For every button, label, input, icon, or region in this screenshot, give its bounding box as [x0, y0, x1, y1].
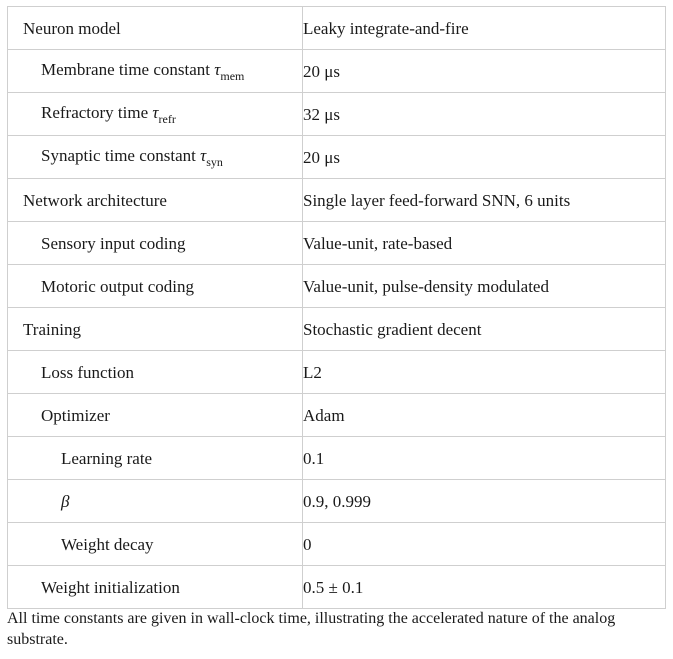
param-name: Loss function: [8, 351, 303, 394]
param-name: Weight initialization: [8, 566, 303, 609]
param-value: Leaky integrate-and-fire: [303, 7, 666, 50]
table-row: [8, 480, 666, 523]
param-name: Membrane time constant $\tau_{mem}$: [8, 50, 303, 93]
param-name: Synaptic time constant $\tau_{syn}$: [8, 136, 303, 179]
tau-symbol: τ: [200, 145, 207, 165]
table-row: [8, 93, 666, 136]
param-value: 0.1: [303, 437, 666, 480]
param-value: 20 μs: [303, 136, 666, 179]
tau-symbol: τ: [152, 102, 159, 122]
beta-symbol: β: [61, 491, 70, 511]
param-value: 20 μs: [303, 50, 666, 93]
table-row: [8, 394, 666, 437]
param-name: Refractory time $\tau_{refr}$: [8, 93, 303, 136]
param-value: L2: [303, 351, 666, 394]
param-value: 0.5 ± 0.1: [303, 566, 666, 609]
param-value: Single layer feed-forward SNN, 6 units: [303, 179, 666, 222]
subscript: mem: [220, 68, 245, 83]
table-row: [8, 523, 666, 566]
table-row: [8, 222, 666, 265]
table-footnote: All time constants are given in wall-clock time, illustrating the accelerated nature of the analog substrate.: [7, 610, 616, 648]
table-row: [8, 265, 666, 308]
param-name: Network architecture: [8, 179, 303, 222]
subscript: refr: [158, 111, 176, 126]
table-row: [8, 179, 666, 222]
tau-symbol: τ: [214, 59, 221, 79]
table-row: [8, 566, 666, 609]
param-name: Neuron model: [8, 7, 303, 50]
table-row: [8, 437, 666, 480]
parameter-table: [7, 6, 666, 609]
param-value: 0: [303, 523, 666, 566]
param-value: Adam: [303, 394, 666, 437]
param-value: Stochastic gradient decent: [303, 308, 666, 351]
table-row: [8, 7, 666, 50]
param-name: Learning rate: [8, 437, 303, 480]
param-name: Motoric output coding: [8, 265, 303, 308]
subscript: syn: [206, 154, 223, 169]
param-name: Optimizer: [8, 394, 303, 437]
param-value: 32 μs: [303, 93, 666, 136]
table-row: [8, 50, 666, 93]
param-name: Sensory input coding: [8, 222, 303, 265]
table-row: [8, 308, 666, 351]
param-value: 0.9, 0.999: [303, 480, 666, 523]
param-value: Value-unit, rate-based: [303, 222, 666, 265]
param-name: Weight decay: [8, 523, 303, 566]
param-name: [8, 480, 303, 523]
table-row: [8, 351, 666, 394]
param-value: Value-unit, pulse-density modulated: [303, 265, 666, 308]
table-row: [8, 136, 666, 179]
param-name: Training: [8, 308, 303, 351]
